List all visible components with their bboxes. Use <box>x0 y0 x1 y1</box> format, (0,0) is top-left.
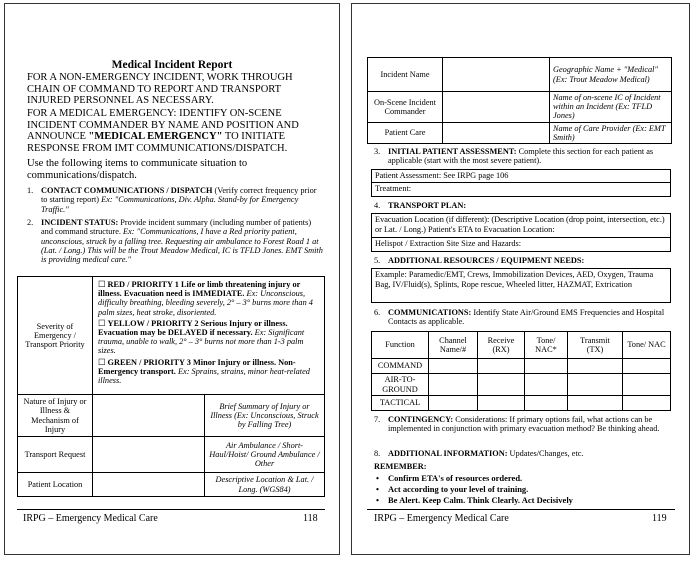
item-initial-assessment <box>374 147 674 166</box>
footer-title: IRPG – Emergency Medical Care <box>23 513 158 524</box>
header-tone-rx: Tone/ NAC* <box>525 332 568 359</box>
item-number: 6. <box>374 308 381 317</box>
item-text: Updates/Changes, etc. <box>507 449 584 458</box>
command-tx-cell[interactable] <box>568 359 623 374</box>
checkbox-icon[interactable]: ☐ <box>98 357 106 367</box>
table-row <box>18 473 325 497</box>
table-row <box>18 277 325 395</box>
treatment-field[interactable]: Treatment: <box>371 183 671 197</box>
intro-emergency-text-c: TO INITIATE RESPONSE FROM IMT COMMUNICATIONS/DISPATCH. <box>27 131 288 154</box>
item-heading: CONTACT COMMUNICATIONS / DISPATCH <box>41 186 213 195</box>
incident-header-table <box>367 57 672 144</box>
medical-emergency-phrase: "MEDICAL EMERGENCY" <box>88 131 223 143</box>
table-row <box>368 58 672 92</box>
item-heading: COMMUNICATIONS: <box>388 308 472 317</box>
tactical-tone-tx-cell[interactable] <box>623 396 671 411</box>
air-tone-tx-cell[interactable] <box>623 374 671 396</box>
bullet-item: • Act according to your level of training. <box>388 484 528 494</box>
item-text: Provide incident summary (including number of patients) and command structure. <box>41 218 312 237</box>
red-priority-example: Ex: Unconscious, difficulty breathing, bleeding severely, 2° – 3° burns more than 4 palm sizes, heat stroke, disoriented. <box>98 289 313 317</box>
left-page <box>4 3 340 555</box>
incident-name-label: Incident Name <box>368 58 443 92</box>
table-row <box>368 92 672 123</box>
header-transmit: Transmit (TX) <box>568 332 623 359</box>
patient-care-label: Patient Care <box>368 122 443 143</box>
table-row <box>372 359 671 374</box>
page-number: 118 <box>303 513 318 524</box>
table-row <box>372 374 671 396</box>
green-priority-example: Ex: Sprains, strains, minor heat-related illness. <box>98 366 310 386</box>
onscene-commander-label: On-Scene Incident Commander <box>368 92 443 123</box>
checkbox-icon[interactable]: ☐ <box>98 318 106 328</box>
bullet-item: • Confirm ETA's of resources ordered. <box>388 473 522 483</box>
header-function: Function <box>372 332 429 359</box>
intro-emergency-text-a: FOR A MEDICAL EMERGENCY: IDENTIFY ON-SCENE INCIDENT COMMANDER BY NAME AND POSITION AND ANNOUNCE <box>27 108 299 143</box>
helispot-field[interactable]: Helispot / Extraction Site Size and Hazards: <box>371 238 671 252</box>
footer-divider <box>367 509 675 510</box>
remember-heading: REMEMBER: <box>374 462 427 471</box>
item-number: 1. <box>27 186 34 195</box>
item-number: 7. <box>374 415 381 424</box>
footer-divider <box>17 509 325 510</box>
item-text: Considerations: If primary options fail, what actions can be implemented in conjunction with primary evacuation method? Be thinking ahead. <box>388 415 660 434</box>
command-channel-cell[interactable] <box>429 359 478 374</box>
tactical-channel-cell[interactable] <box>429 396 478 411</box>
item-number: 8. <box>374 449 381 458</box>
item-heading: ADDITIONAL INFORMATION: <box>388 449 508 458</box>
patient-care-input[interactable] <box>443 122 550 143</box>
item-heading: CONTINGENCY: <box>388 415 454 424</box>
location-label: Patient Location <box>18 473 93 497</box>
air-channel-cell[interactable] <box>429 374 478 396</box>
yellow-priority-option[interactable] <box>98 319 319 356</box>
onscene-commander-input[interactable] <box>443 92 550 123</box>
item-text: Identify State Air/Ground EMS Frequencies and Hospital Contacts as applicable. <box>388 308 665 327</box>
air-tone-rx-cell[interactable] <box>525 374 568 396</box>
row-air-to-ground: AIR-TO-GROUND <box>372 374 429 396</box>
transport-label: Transport Request <box>18 437 93 473</box>
command-rx-cell[interactable] <box>478 359 525 374</box>
item-contact-communications <box>27 186 323 214</box>
severity-label: Severity of Emergency / Transport Priority <box>18 277 93 395</box>
bullet-item: • Be Alert. Keep Calm. Think Clearly. Act Decisively <box>388 495 573 505</box>
transport-input-cell[interactable] <box>93 437 205 473</box>
checkbox-icon[interactable]: ☐ <box>98 280 106 289</box>
location-description: Descriptive Location & Lat. / Long. (WGS84) <box>205 473 325 497</box>
air-rx-cell[interactable] <box>478 374 525 396</box>
severity-options <box>93 277 325 395</box>
tactical-tone-rx-cell[interactable] <box>525 396 568 411</box>
item-additional-resources <box>374 256 674 265</box>
item-additional-information <box>374 449 674 458</box>
item-heading: INITIAL PATIENT ASSESSMENT: <box>388 147 517 156</box>
item-number: 5. <box>374 256 381 265</box>
item-number: 3. <box>374 147 381 156</box>
table-row <box>372 332 671 359</box>
nature-input-cell[interactable] <box>93 395 205 437</box>
incident-name-input[interactable] <box>443 58 550 92</box>
right-page <box>351 3 690 555</box>
row-tactical: TACTICAL <box>372 396 429 411</box>
yellow-priority-example: Ex: Significant trauma, unable to walk, 2° – 3° burns not more than 1-3 palm sizes. <box>98 328 305 356</box>
table-row <box>18 437 325 473</box>
transport-description: Air Ambulance / Short-Haul/Hoist/ Ground Ambulance / Other <box>205 437 325 473</box>
report-title: Medical Incident Report <box>111 59 233 71</box>
nature-description: Brief Summary of Injury or Illness (Ex: Unconscious, Struck by Falling Tree) <box>205 395 325 437</box>
red-priority-option[interactable] <box>98 280 319 317</box>
yellow-priority-heading: YELLOW / PRIORITY 2 Serious Injury or illness. Evacuation may be DELAYED if necessary. <box>98 318 288 338</box>
incident-report-table <box>17 276 325 497</box>
command-tone-tx-cell[interactable] <box>623 359 671 374</box>
item-heading: TRANSPORT PLAN: <box>388 201 467 210</box>
communications-table <box>371 331 671 411</box>
location-input-cell[interactable] <box>93 473 205 497</box>
item-number: 2. <box>27 218 34 227</box>
green-priority-heading: GREEN / PRIORITY 3 Minor Injury or illness. Non-Emergency transport. <box>98 357 296 376</box>
item-heading: ADDITIONAL RESOURCES / EQUIPMENT NEEDS: <box>388 256 585 265</box>
table-row <box>368 122 672 143</box>
patient-care-description: Name of Care Provider (Ex: EMT Smith) <box>550 122 672 143</box>
item-communications <box>374 308 674 327</box>
assessment-field[interactable]: Patient Assessment: See IRPG page 106 <box>371 169 671 183</box>
header-channel: Channel Name/# <box>429 332 478 359</box>
page-number: 119 <box>652 513 667 524</box>
tactical-rx-cell[interactable] <box>478 396 525 411</box>
intro-instructions: Use the following items to communicate situation to communications/dispatch. <box>27 158 248 181</box>
incident-name-description: Geographic Name + "Medical" (Ex: Trout Meadow Medical) <box>550 58 672 92</box>
item-transport-plan <box>374 201 674 210</box>
row-command: COMMAND <box>372 359 429 374</box>
item-heading: INCIDENT STATUS: <box>41 218 119 227</box>
red-priority-heading: RED / PRIORITY 1 Life or limb threatening injury or illness. Evacuation need is IMMEDIATE. <box>98 280 301 299</box>
table-row <box>18 395 325 437</box>
item-text: Complete this section for each patient as applicable (start with the most severe patient). <box>388 147 654 166</box>
item-number: 4. <box>374 201 381 210</box>
air-tx-cell[interactable] <box>568 374 623 396</box>
item-incident-status <box>27 218 323 264</box>
tactical-tx-cell[interactable] <box>568 396 623 411</box>
header-tone-tx: Tone/ NAC <box>623 332 671 359</box>
table-row <box>372 396 671 411</box>
item-example: Ex: "Communications, Div. Alpha. Stand-by for Emergency Traffic." <box>41 195 299 214</box>
item-text: (Verify correct frequency prior to starting report) <box>41 186 317 205</box>
evacuation-location-field[interactable]: Evacuation Location (if different): (Descriptive Location (drop point, intersection, etc.) or Lat. / Long.) Patient's ETA to Evacuation Location: <box>371 213 671 238</box>
green-priority-option[interactable] <box>98 358 319 386</box>
onscene-commander-description: Name of on-scene IC of Incident within an Incident (Ex: TFLD Jones) <box>550 92 672 123</box>
header-receive: Receive (RX) <box>478 332 525 359</box>
intro-medical-emergency <box>27 108 317 154</box>
item-contingency <box>374 415 674 434</box>
command-tone-rx-cell[interactable] <box>525 359 568 374</box>
resources-field[interactable]: Example: Paramedic/EMT, Crews, Immobilization Devices, AED, Oxygen, Trauma Bag, IV/Fluid(s), Splints, Rope rescue, Wheeled litter, HAZMAT, Extrication <box>371 268 671 303</box>
intro-non-emergency: FOR A NON-EMERGENCY INCIDENT, WORK THROUGH CHAIN OF COMMAND TO REPORT AND TRANSPORT INJURED PERSONNEL AS NECESSARY. <box>27 72 293 107</box>
footer-title: IRPG – Emergency Medical Care <box>374 513 509 524</box>
item-example: Ex: "Communications, I have a Red priority patient, unconscious, struck by a falling tree. Requesting air ambulance to Forest Road 1 at (Lat. / Long.) This will be the Trout Meadow Medical, IC is TFLD Jones. EMT Smith is providing medical care." <box>41 227 323 265</box>
nature-label: Nature of Injury or Illness & Mechanism of Injury <box>18 395 93 437</box>
